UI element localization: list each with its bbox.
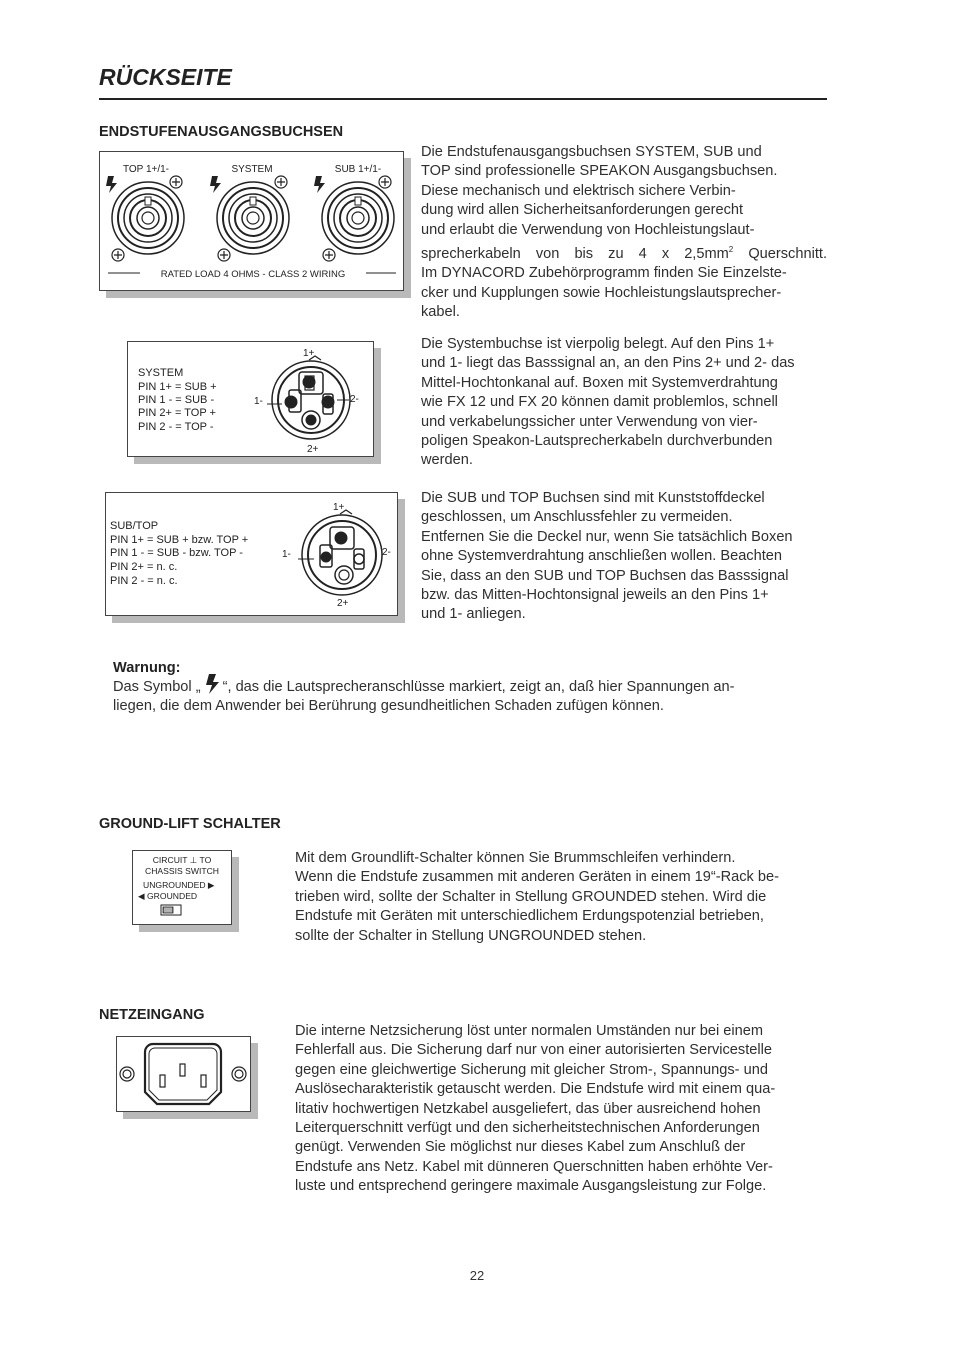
subtop-pin-figure xyxy=(105,492,398,616)
section1-paragraph-1: Die Endstufenausgangsbuchsen SYSTEM, SUB und TOP sind professionelle SPEAKON Ausgangsbuchsen. Diese mechanisch und elektrisch sichere Verbin- dung wird allen Sicherheitsanforderungen gerecht und erlaubt die Verwendung von Hochleistungslaut- sprecherkabeln von bis zu 4 x $2,5mm^2$ Querschnitt. Im DYNACORD Zubehörprogramm finden Sie Einzelste- cker und Kupplungen sowie Hochleistungslautsprecher- kabel. xyxy=(421,144,827,321)
system-fig-line-2: PIN 1 - = SUB - xyxy=(138,394,215,406)
system-pin-label-1plus: 1+ xyxy=(303,348,315,359)
power-inlet-figure xyxy=(116,1036,251,1112)
ground-fig-line-1: CIRCUIT ⊥ TO xyxy=(152,855,212,865)
page-title: RÜCKSEITE xyxy=(99,64,232,90)
ground-lift-figure xyxy=(132,850,232,925)
section1-paragraph-2: Die Systembuchse ist vierpolig belegt. Auf den Pins 1+ und 1- liegt das Basssignal an, an den Pins 2+ und 2- das Mittel-Hochtonkanal auf. Boxen mit Systemverdrahtung wie FX 12 und FX 20 können damit problemlos, schnell und verkabelungssicher unter Verwendung von vier- poligen Speakon-Lautsprecherkabeln durchverbunden werden. xyxy=(421,336,795,469)
page-number: 22 xyxy=(469,1268,485,1283)
ground-fig-line-2: CHASSIS SWITCH xyxy=(144,866,220,876)
warning-text: Das Symbol „ “, das die Lautsprecheranschlüsse markiert, zeigt an, daß hier Spannungen an- liegen, die dem Anwender bei Berührung gesundheitlichen Schaden zufügen können. xyxy=(113,678,833,717)
netzeingang-paragraph: Die interne Netzsicherung löst unter normalen Umständen nur bei einem Fehlerfall aus. Die Sicherung darf nur von einer autorisierten Servicestelle gegen eine gleichwertige Sicherung mit gleicher Strom-, Spannungs- und Auslösecharakteristik getauscht werden. Die Endstufe wird mit einem qua- litativ hochwertigen Netzkabel ausgeliefert, das über ausreichend hohen Leiterquerschnitt verfügt und den sicherheitstechnischen Anforderungen genügt. Verwenden Sie möglichst nur dieses Kabel zum Anschluß der Endstufe ans Netz. Kabel mit dünneren Querschnitten haben erhöhte Ver- luste und entsprechend geringere maximale Ausgangsleistung zur Folge. xyxy=(295,1023,776,1195)
system-pin-label-2minus: 2- xyxy=(350,394,359,405)
system-fig-line-3: PIN 2+ = TOP + xyxy=(138,407,216,419)
ground-fig-line-4: ◀ GROUNDED xyxy=(138,891,198,901)
system-fig-line-0: SYSTEM xyxy=(138,367,184,379)
panel-label-system: SYSTEM xyxy=(231,164,273,175)
section-heading-ground-lift: GROUND-LIFT SCHALTER xyxy=(99,816,281,832)
speakon-panel-figure xyxy=(99,151,404,291)
ground-lift-paragraph: Mit dem Groundlift-Schalter können Sie Brummschleifen verhindern. Wenn die Endstufe zusammen mit anderen Geräten in einem 19“-Rack be- trieben wird, sollte der Schalter in Stellung GROUNDED stehen. Wird die Endstufe mit Geräten mit unterschiedlichem Erdungspotenzial betrieben, sollte der Schalter in Stellung UNGROUNDED stehen. xyxy=(295,850,780,944)
subtop-pin-label-1plus: 1+ xyxy=(333,502,345,513)
ground-fig-line-3: UNGROUNDED ▶ xyxy=(143,880,215,890)
system-pin-label-2plus: 2+ xyxy=(307,444,319,455)
subtop-pin-label-2minus: 2- xyxy=(382,547,391,558)
panel-label-top: TOP 1+/1- xyxy=(122,164,170,175)
lightning-icon xyxy=(203,679,221,697)
subtop-fig-line-2: PIN 1 - = SUB - bzw. TOP - xyxy=(110,547,243,559)
section-heading-endstufenausgangsbuchsen: ENDSTUFENAUSGANGSBUCHSEN xyxy=(99,124,344,140)
subtop-pin-label-2plus: 2+ xyxy=(337,598,349,609)
panel-label-sub: SUB 1+/1- xyxy=(334,164,382,175)
panel-caption: RATED LOAD 4 OHMS - CLASS 2 WIRING xyxy=(160,269,346,280)
subtop-fig-line-3: PIN 2+ = n. c. xyxy=(110,561,178,573)
system-fig-line-1: PIN 1+ = SUB + xyxy=(138,381,217,393)
system-pin-figure xyxy=(127,341,374,457)
title-rule xyxy=(99,98,827,100)
section-heading-netzeingang: NETZEINGANG xyxy=(99,1007,205,1023)
subtop-pin-label-1minus: 1- xyxy=(282,549,291,560)
section1-paragraph-3: Die SUB und TOP Buchsen sind mit Kunststoffdeckel geschlossen, um Anschlussfehler zu vermeiden. Entfernen Sie die Deckel nur, wenn Sie tatsächlich Boxen ohne Systemverdrahtung anschließen wollen. Beachten Sie, dass an den SUB und TOP Buchsen das Basssignal bzw. das Mitten-Hochtonsignal jeweils an den Pins 1+ und 1- anliegen. xyxy=(421,490,793,623)
system-fig-line-4: PIN 2 - = TOP - xyxy=(138,421,214,433)
subtop-fig-line-4: PIN 2 - = n. c. xyxy=(110,575,178,587)
switch-icon xyxy=(161,905,181,915)
warning-label: Warnung: xyxy=(113,660,181,676)
system-pin-label-1minus: 1- xyxy=(254,396,263,407)
subtop-fig-line-0: SUB/TOP xyxy=(110,520,159,532)
subtop-fig-line-1: PIN 1+ = SUB + bzw. TOP + xyxy=(110,534,249,546)
